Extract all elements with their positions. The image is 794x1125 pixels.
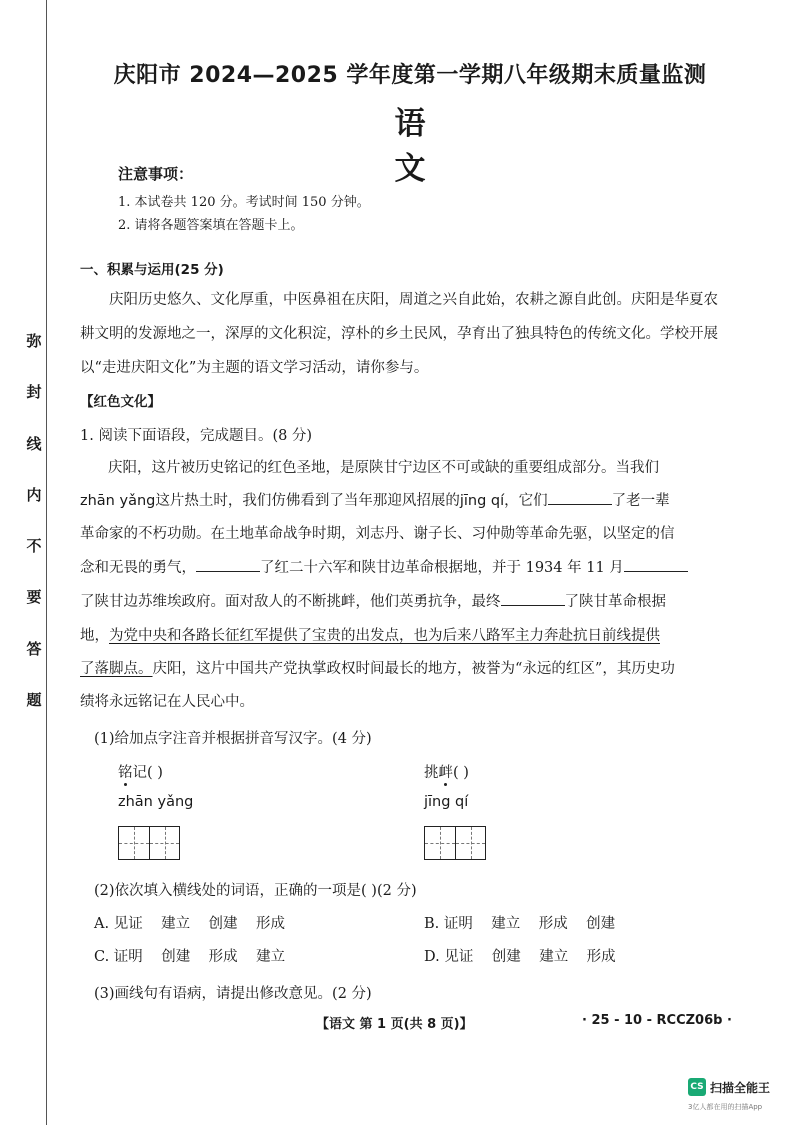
- passage-line: [80, 590, 666, 611]
- pinyin-zhanyang: zhān yǎng: [80, 493, 156, 509]
- page-footer: 【语文 第 1 页(共 8 页)】: [316, 1017, 473, 1032]
- margin-char: 弥: [26, 332, 42, 350]
- fill-blank: [501, 591, 565, 606]
- pinyin-jingqi: jīng qí: [459, 493, 505, 509]
- passage-line: 绩将永远铭记在人民心中。: [80, 694, 254, 710]
- grid-cell[interactable]: [425, 827, 455, 859]
- notice-item: 1. 本试卷共 120 分。考试时间 150 分钟。: [118, 195, 370, 210]
- fill-blank: [196, 557, 260, 572]
- notice-title: 注意事项：: [118, 165, 194, 183]
- answer-paren: ( ): [147, 765, 163, 781]
- margin-char: 题: [26, 690, 42, 709]
- passage-text: 了老一辈: [611, 493, 670, 509]
- pinyin-prompt-2: jīng qí: [424, 794, 469, 810]
- dotted-char: 铭: [118, 765, 133, 781]
- pinyin-prompt-1: zhān yǎng: [118, 794, 194, 810]
- option-b: B. 证明 建立 形成 创建: [424, 916, 616, 932]
- scanner-watermark: [688, 1078, 770, 1096]
- grid-cell[interactable]: [149, 827, 179, 859]
- passage-line: [80, 489, 670, 510]
- grid-cell[interactable]: [119, 827, 149, 859]
- word-char: 挑: [424, 765, 439, 781]
- margin-char: 要: [26, 588, 42, 607]
- fill-blank: [624, 557, 688, 572]
- margin-char: 答: [26, 639, 42, 658]
- subquestion-title: (3)画线句有语病，请提出修改意见。(2 分): [94, 986, 372, 1002]
- passage-line: [80, 657, 675, 678]
- subquestion-title: (1)给加点字注音并根据拼音写汉字。(4 分): [94, 731, 372, 747]
- binding-line: [46, 0, 47, 1125]
- notice-item: 2. 请将各题答案填在答题卡上。: [118, 218, 304, 233]
- passage-text: 地，: [80, 628, 109, 644]
- fill-blank: [548, 490, 612, 505]
- option-a: A. 见证 建立 创建 形成: [94, 916, 285, 932]
- margin-char: 封: [26, 383, 42, 402]
- underlined-sentence: 了落脚点。: [80, 661, 153, 677]
- answer-paren: ( ): [453, 765, 469, 781]
- passage-line: 庆阳，这片被历史铭记的红色圣地，是原陕甘宁边区不可或缺的重要组成部分。当我们: [108, 460, 659, 476]
- exam-code: · 25 - 10 - RCCZ06b ·: [582, 1013, 732, 1028]
- passage-line: 革命家的不朽功勋。在土地革命战争时期，刘志丹、谢子长、习仲勋等革命先驱，以坚定的信: [80, 526, 675, 542]
- subject-title: 语文: [394, 106, 488, 187]
- passage-text: 庆阳，这片中国共产党执掌政权时间最长的地方，被誉为“永远的红区”，其历史功: [152, 661, 675, 677]
- margin-char: 线: [26, 434, 42, 453]
- writing-grid-2[interactable]: [424, 826, 486, 860]
- subquestion-title: (2)依次填入横线处的词语，正确的一项是( )(2 分): [94, 883, 417, 899]
- grid-cell[interactable]: [455, 827, 485, 859]
- option-c: C. 证明 创建 形成 建立: [94, 949, 286, 965]
- passage-line: [80, 624, 660, 645]
- margin-char: 不: [26, 537, 42, 556]
- exam-title: 庆阳市 2024—2025 学年度第一学期八年级期末质量监测: [113, 63, 707, 88]
- scanner-name: 扫描全能王: [710, 1080, 771, 1095]
- question-title: 1. 阅读下面语段，完成题目。(8 分): [80, 428, 313, 444]
- writing-grid-1[interactable]: [118, 826, 180, 860]
- section-intro: 庆阳历史悠久、文化厚重，中医鼻祖在庆阳，周道之兴自此始，农耕之源自此创。庆阳是华夏农耕文明的发源地之一，深厚的文化积淀，淳朴的乡土民风，孕育出了独具特色的传统文化。学校开展以“走进庆阳文化”为主题的语文学习活动，请你参与。: [80, 292, 718, 376]
- scanner-tagline: 3亿人都在用的扫描App: [688, 1103, 763, 1111]
- passage-line: [80, 556, 688, 577]
- passage-text: ，它们: [504, 493, 548, 509]
- word-char: 记: [132, 765, 147, 781]
- passage-text: 这片热土时，我们仿佛看到了当年那迎风招展的: [155, 493, 460, 509]
- underlined-sentence: 为党中央和各路长征红军提供了宝贵的出发点，也为后来八路军主力奔赴抗日前线提供: [109, 628, 660, 644]
- passage-text: 了陕甘边苏维埃政府。面对敌人的不断挑衅，他们英勇抗争，最终: [80, 594, 501, 610]
- binding-margin-text: [22, 330, 46, 710]
- margin-char: 内: [26, 485, 42, 504]
- dotted-char: 衅: [438, 765, 453, 781]
- section-title: 一、积累与运用(25 分): [80, 262, 224, 278]
- passage-text: 了陕甘革命根据: [564, 594, 666, 610]
- option-d: D. 见证 创建 建立 形成: [424, 949, 616, 965]
- subsection-title: 【红色文化】: [80, 394, 161, 410]
- scanner-logo-icon: CS: [688, 1078, 706, 1096]
- annotate-item-1: [118, 761, 163, 782]
- annotate-item-2: [424, 761, 469, 782]
- passage-text: 念和无畏的勇气，: [80, 560, 196, 576]
- passage-text: 了红二十六军和陕甘边革命根据地，并于 1934 年 11 月: [260, 560, 624, 576]
